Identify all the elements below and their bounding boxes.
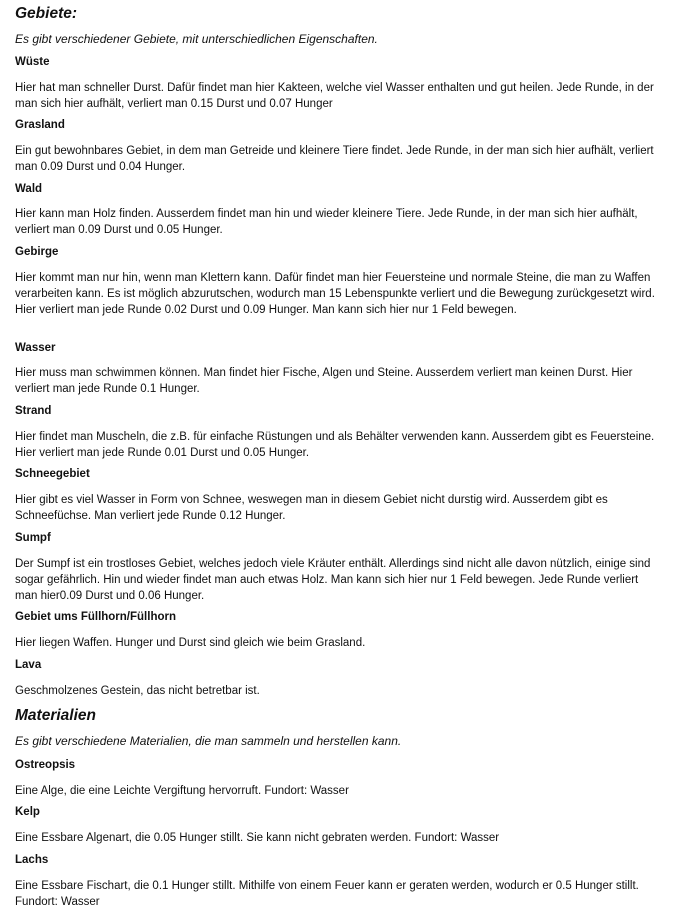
heading-wasser: Wasser: [15, 342, 56, 354]
heading-grasland: Grasland: [15, 119, 65, 131]
heading-strand: Strand: [15, 405, 52, 417]
section-intro-gebiete: Es gibt verschiedener Gebiete, mit unterschiedlichen Eigenschaften.: [15, 32, 378, 46]
paragraph-strand: Hier findet man Muscheln, die z.B. für einfache Rüstungen und als Behälter verwenden kann. Ausserdem gibt es Feuersteine. Hier verliert man jede Runde 0.01 Durst und 0.05 Hunger.: [15, 431, 655, 459]
heading-fuellhorn: Gebiet ums Füllhorn/Füllhorn: [15, 611, 176, 623]
paragraph-wald: Hier kann man Holz finden. Ausserdem findet man hin und wieder kleinere Tiere. Jede Runde, in der man sich hier aufhält, verliert man 0.09 Durst und 0.05 Hunger.: [15, 208, 638, 236]
paragraph-fuellhorn: Hier liegen Waffen. Hunger und Durst sind gleich wie beim Grasland.: [15, 637, 366, 649]
paragraph-ostreopsis: Eine Alge, die eine Leichte Vergiftung hervorruft. Fundort: Wasser: [15, 785, 349, 797]
paragraph-sumpf: Der Sumpf ist ein trostloses Gebiet, welches jedoch viele Kräuter enthält. Allerdings sind nicht alle davon nützlich, einige sind sogar gefährlich. Hin und wieder findet man auch etwas Holz. Man kann sich hier nur 1 Feld bewegen. Jede Runde verliert man hier0.09 Durst und 0.06 Hunger.: [15, 558, 651, 602]
paragraph-gebirge: Hier kommt man nur hin, wenn man Klettern kann. Dafür findet man hier Feuersteine und normale Steine, die man zu Waffen verarbeiten kann. Es ist möglich abzurutschen, wodurch man 15 Lebenspunkte verliert und die Bewegung zurückgesetzt wird. Hier verliert man jede Runde 0.02 Durst und 0.09 Hunger. Man kann sich hier nur 1 Feld bewegen.: [15, 272, 655, 316]
paragraph-lava: Geschmolzenes Gestein, das nicht betretbar ist.: [15, 685, 260, 697]
paragraph-lachs: Eine Essbare Fischart, die 0.1 Hunger stillt. Mithilfe von einem Feuer kann er geraten werden, wodurch er 0.5 Hunger stillt. Fundort: Wasser: [15, 880, 639, 908]
heading-ostreopsis: Ostreopsis: [15, 759, 76, 771]
section-title-materialien: Materialien: [15, 707, 96, 724]
heading-wald: Wald: [15, 183, 43, 195]
heading-lachs: Lachs: [15, 854, 49, 866]
heading-lava: Lava: [15, 659, 42, 671]
paragraph-wasser: Hier muss man schwimmen können. Man findet hier Fische, Algen und Steine. Ausserdem verliert man keinen Durst. Hier verliert man jede Runde 0.1 Hunger.: [15, 367, 633, 395]
paragraph-wueste: Hier hat man schneller Durst. Dafür findet man hier Kakteen, welche viel Wasser enthalten und gut heilen. Jede Runde, in der man sich hier aufhält, verliert man 0.15 Durst und 0.07 Hunger: [15, 82, 654, 110]
heading-gebirge: Gebirge: [15, 246, 59, 258]
section-intro-materialien: Es gibt verschiedene Materialien, die man sammeln und herstellen kann.: [15, 734, 402, 748]
heading-schneegebiet: Schneegebiet: [15, 468, 90, 480]
heading-wueste: Wüste: [15, 56, 50, 68]
paragraph-grasland: Ein gut bewohnbares Gebiet, in dem man Getreide und kleinere Tiere findet. Jede Runde, in der man sich hier aufhält, verliert man 0.09 Durst und 0.04 Hunger.: [15, 145, 654, 173]
paragraph-kelp: Eine Essbare Algenart, die 0.05 Hunger stillt. Sie kann nicht gebraten werden. Fundort: Wasser: [15, 832, 500, 844]
heading-sumpf: Sumpf: [15, 532, 51, 544]
paragraph-schneegebiet: Hier gibt es viel Wasser in Form von Schnee, weswegen man in diesem Gebiet nicht durstig wird. Ausserdem gibt es Schneefüchse. Man verliert jede Runde 0.12 Hunger.: [15, 494, 608, 522]
heading-kelp: Kelp: [15, 806, 40, 818]
section-title-gebiete: Gebiete:: [15, 5, 78, 22]
